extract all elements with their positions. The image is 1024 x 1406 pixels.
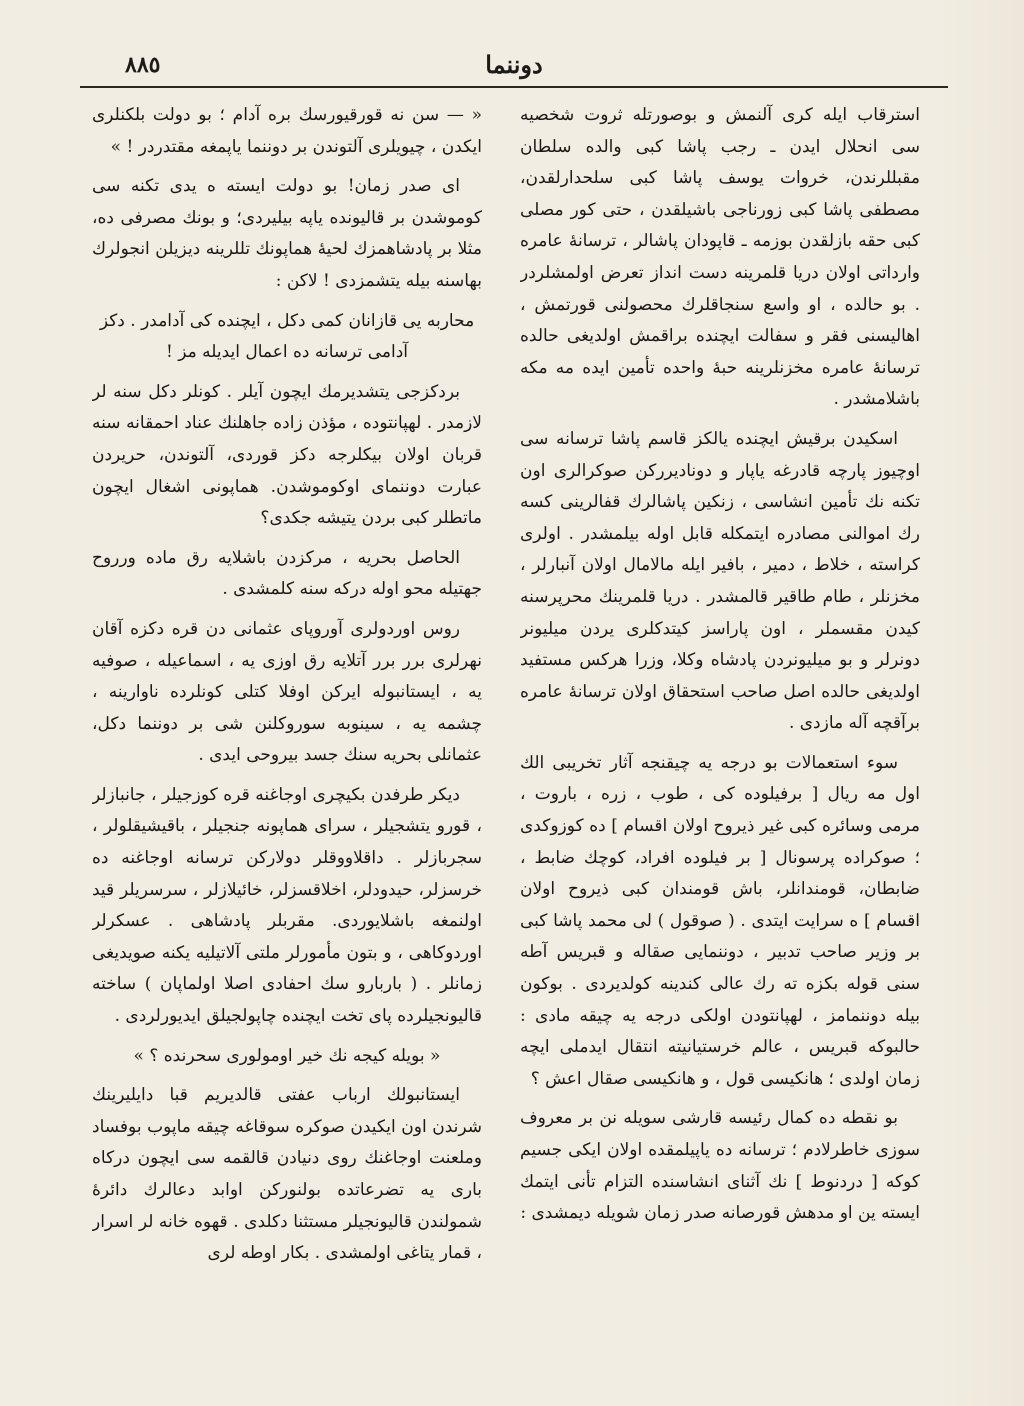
verse-line: محاربه يى قازانان كمى دكل ، ايچنده كى آدامدر . دكز آدامى ترسانه ده اعمال ايديله مز ! <box>99 310 475 363</box>
body-paragraph: سوء استعمالات بو درجه يه چيقنجه آثار تخريبى الك اول مه ريال [ برفيلوده كى ، طوب ، زره ، باروت ، مرمى وسائره كبى غير ذيروح اولان اقسام ] ده كوزوكدى ؛ صوكراده پرسونال [ بر فيلوده افراد، كوچك ضابط ، ضابطان، قومندانلر، باش قومندان كبى ذيروح اولان اقسام ] ه سرايت ايتدى . ( صوقول ) لى محمد پاشا كبى بر وزير صاحب تدبير ، دوننمايى صقاله و قبريس آطه سنى قوله بكزه ته رك عالى كندينه كولديردى . بوكون بيله دوننمامز ، لهپانتودن اولكى درجه يه چيقه مادى : حالبوكه قبريس ، عالم خرستيانيته انتقال ايدملى ايچه زمان اولدى ؛ هانكيسى قول ، و هانكيسى صقال اعش ؟ <box>520 752 920 1089</box>
body-paragraph: الحاصل بحريه ، مركزدن باشلايه رق ماده ورروح جهتيله محو اوله دركه سنه كلمشدى . <box>92 547 482 600</box>
quotation: « — سن نه قورقيورسك بره آدام ؛ بو دولت بلكنلرى ايكدن ، چيويلرى آلتوندن بر دوننما ياپمغه مقتدردر ! » <box>92 105 482 157</box>
body-paragraph: استرقاب ايله كرى آلنمش و بوصورتله ثروت شخصيه سى انحلال ايدن ـ رجب پاشا كبى والده سلطان مقبللرندن، خروات يوسف پاشا كبى سلحدارلقدن، مصطفى پاشا كبى زورناجى باشيلقدن ، حتى كور مصلى كبى حقه بازلقدن بوزمه ـ قاپودان پاشالر ، ترسانهٔ عامره وارداتى اولان دريا قلمرينه دست انداز تعرض اولمشلردر . بو حالده ، او واسع سنجاقلرك محصولنى قورتمش ، اهاليسنى فقر و سفالت ايچنده براقمش اولديغى حالده ترسانهٔ عامره مخزنلرينه حبهٔ واحده تأمين ايده مه مكه باشلامشدر . <box>520 105 920 410</box>
page-header <box>80 50 948 84</box>
body-paragraph: اسكيدن برقيش ايچنده يالكز قاسم پاشا ترسانه سى اوچيوز پارچه قادرغه ياپار و دوناديرركن صوكرالرى اون تكنه نك تأمين انشاسى ، زنكين پاشالرك قفالرينى كسه رك اموالنى مصادره ايتمكله قابل اوله بيلمشدر . اولرى كراسته ، خلاط ، دمير ، بافير ايله مالامال اولان آنبارلر ، مخزنلر ، طام طاقير قالمشدر . دريا قلمرينك محرپرسنه كيدن مقسملر ، اون پاراسز كيتدكلرى يردن ميليونر دونرلر و بو ميليونردن پادشاه وكلا، وزرا هركس مستفيد اولديغى حالده اصل صاحب استحقاق اولان ترسانهٔ عامره برآقچه آله مازدى . <box>520 428 920 734</box>
left-column <box>92 100 482 1380</box>
body-paragraph: ايستانبولك ارباب عفتى قالديريم قبا دايليرينك شرندن اون ايكيدن صوكره سوقاغه چيقه ماپوب بوفساد وملعنت اوجاغنك روى دنيادن قالقمه سى ايچون دركاه بارى يه تضرعاتده بولنوركن اوابد دعالرك دائرهٔ شمولندن قاليونجيلر مستثنا دكلدى . قهوه خانه لر اسرار ، قمار يتاغى اولمشدى . بكار اوطه لرى <box>92 1085 482 1264</box>
quotation: « بويله كيجه نك خير اومولورى سحرنده ؟ » <box>133 1045 441 1066</box>
page-number: ٨٨٥ <box>125 52 161 78</box>
body-paragraph: اى صدر زمان! بو دولت ايسته ه يدى تكنه سى كوموشدن بر قاليونده ياپه بيليردى؛ و بونك مصرفى ده، مثلا بر پادشاهمزك لحيهٔ هماپونك تللرينه ديزيلن انجولرك بهاسنه بيله يتشمزدى ! لاكن : <box>92 176 482 291</box>
body-paragraph: بردكزجى يتشديرمك ايچون آيلر . كونلر دكل سنه لر لازمدر . لهپانتوده ، مؤذن زاده جاهلنك عناد احمقانه سنه قربان اولان بيكلرجه دكز قوردى، آلتوندن، حريردن عبارت دوننماى اوكوموشدن. هماپونى اشغال ايچون ماتطلر كبى بردن يتيشه جكدى؟ <box>92 381 482 529</box>
running-title: دوننما <box>485 50 543 79</box>
right-column <box>520 100 920 1380</box>
body-paragraph: بو نقطه ده كمال رئيسه قارشى سويله نن بر معروف سوزى خاطرلادم ؛ ترسانه ده ياپيلمقده اولان ايكى جسيم كوكه [ دردنوط ] نك آثناى انشاسنده التزام تأنى ايتمك ايسته ين او مدهش قورصانه صدر زمان شويله ديمشدى : <box>520 1108 920 1224</box>
body-paragraph: روس اوردولرى آوروپاى عثمانى دن قره دكزه آقان نهرلرى برر برر آتلايه رق اوزى يه ، اسماعيله ، صوفيه يه ، ايستانبوله ايركن اوفلا كتلى كونلرده ناوارينه ، چشمه يه ، سينوبه سوروكلنن شى بر دوننما دكل، عثمانلى بحريه سنك جسد بيروحى ايدى . <box>92 618 482 766</box>
paper-shading <box>934 0 1024 1406</box>
header-rule <box>80 86 948 88</box>
body-paragraph: ديكر طرفدن بكيچرى اوجاغنه قره كوزجيلر ، جانبازلر ، قورو يتشجيلر ، سراى هماپونه جنجيلر ، باقيشيقلولر ، سجربازلر . داقلاووقلر دولاركن ترسانه اوجاغنه ده خرسزلر، حيدودلر، اخلاقسزلر، خائيلازلر ، سرسريلر قيد اولنمغه باشلايوردى. مقربلر پادشاهى . عسكرلر اوردوكاهى ، و بتون مأمورلر ملتى آلاتيليه يكنه صويديغى زمانلر . ( باربارو سك احفادى اصلا اولماپان ) ساخته قاليونجيلرده پاى تخت ايچنده چاپولجيلق ايديورلردى . <box>92 784 482 1027</box>
